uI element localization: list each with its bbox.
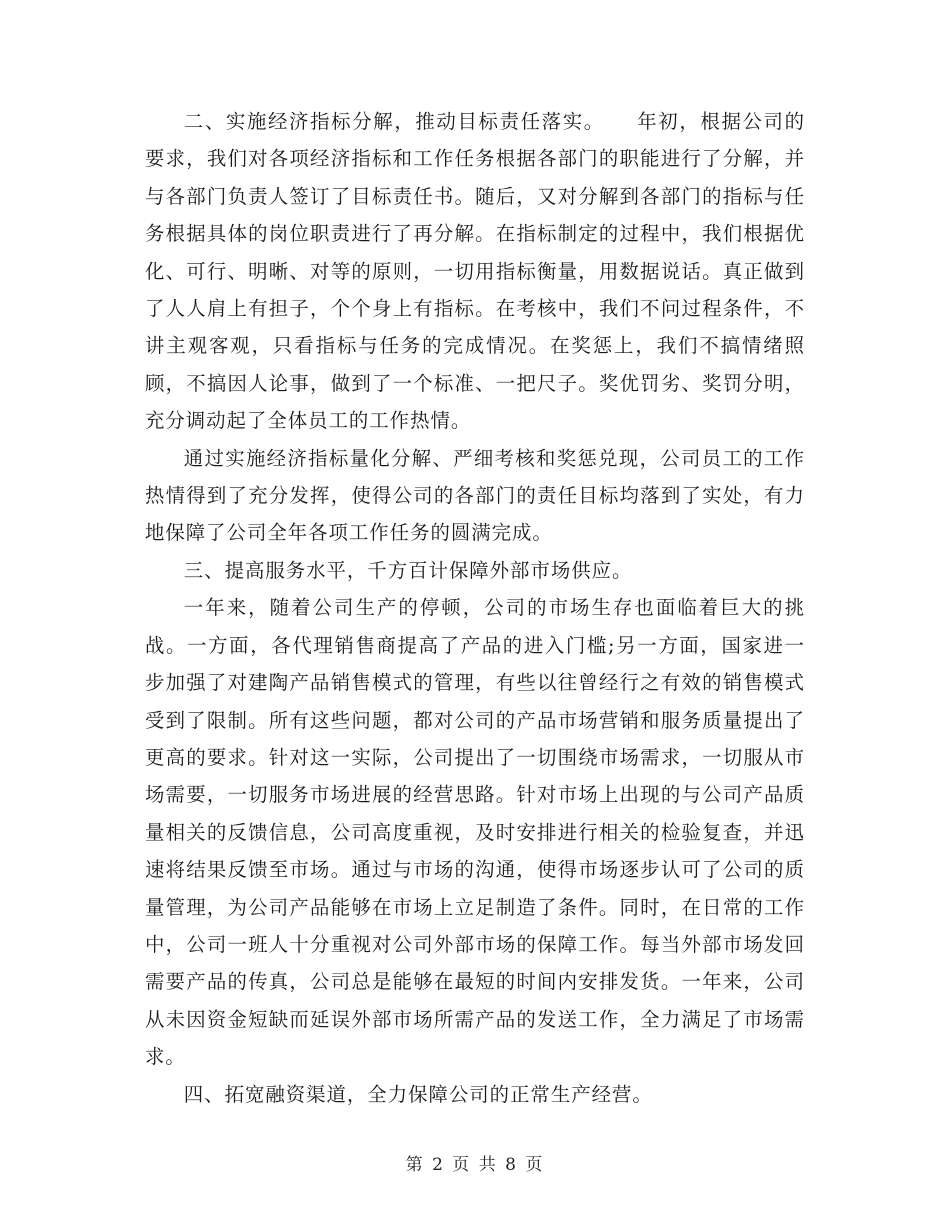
paragraph-section-two: 二、实施经济指标分解，推动目标责任落实。 年初，根据公司的要求，我们对各项经济指标和工作任务根据各部门的职能进行了分解，并与各部门负责人签订了目标责任书。随后，又对分解到各部门的指标与任务根据具体的岗位职责进行了再分解。在指标制定的过程中，我们根据优化、可行、明晰、对等的原则，一切用指标衡量，用数据说话。真正做到了人人肩上有担子，个个身上有指标。在考核中，我们不问过程条件，不讲主观客观，只看指标与任务的完成情况。在奖惩上，我们不搞情绪照顾，不搞因人论事，做到了一个标准、一把尺子。奖优罚劣、奖罚分明，充分调动起了全体员工的工作热情。 [145, 110, 805, 433]
paragraph-market: 一年来，随着公司生产的停顿，公司的市场生存也面临着巨大的挑战。一方面，各代理销售商提高了产品的进入门槛;另一方面，国家进一步加强了对建陶产品销售模式的管理，有些以往曾经行之有效的销售模式受到了限制。所有这些问题，都对公司的产品市场营销和服务质量提出了更高的要求。针对这一实际，公司提出了一切围绕市场需求，一切服从市场需要，一切服务市场进展的经营思路。针对市场上出现的与公司产品质量相关的反馈信息，公司高度重视，及时安排进行相关的检验复查，并迅速将结果反馈至市场。通过与市场的沟通，使得市场逐步认可了公司的质量管理，为公司产品能够在市场上立足制造了条件。同时，在日常的工作中，公司一班人十分重视对公司外部市场的保障工作。每当外部市场发回需要产品的传真，公司总是能够在最短的时间内安排发货。一年来，公司从未因资金短缺而延误外部市场所需产品的发送工作，全力满足了市场需求。 [145, 596, 805, 1069]
paragraph-summary: 通过实施经济指标量化分解、严细考核和奖惩兑现，公司员工的工作热情得到了充分发挥，使得公司的各部门的责任目标均落到了实处，有力地保障了公司全年各项工作任务的圆满完成。 [145, 446, 805, 545]
heading-section-four: 四、拓宽融资渠道，全力保障公司的正常生产经营。 [183, 1082, 653, 1106]
heading-section-three: 三、提高服务水平，千方百计保障外部市场供应。 [183, 558, 633, 582]
page-footer: 第 2 页 共 8 页 [405, 1155, 545, 1175]
document-body [145, 103, 805, 1113]
